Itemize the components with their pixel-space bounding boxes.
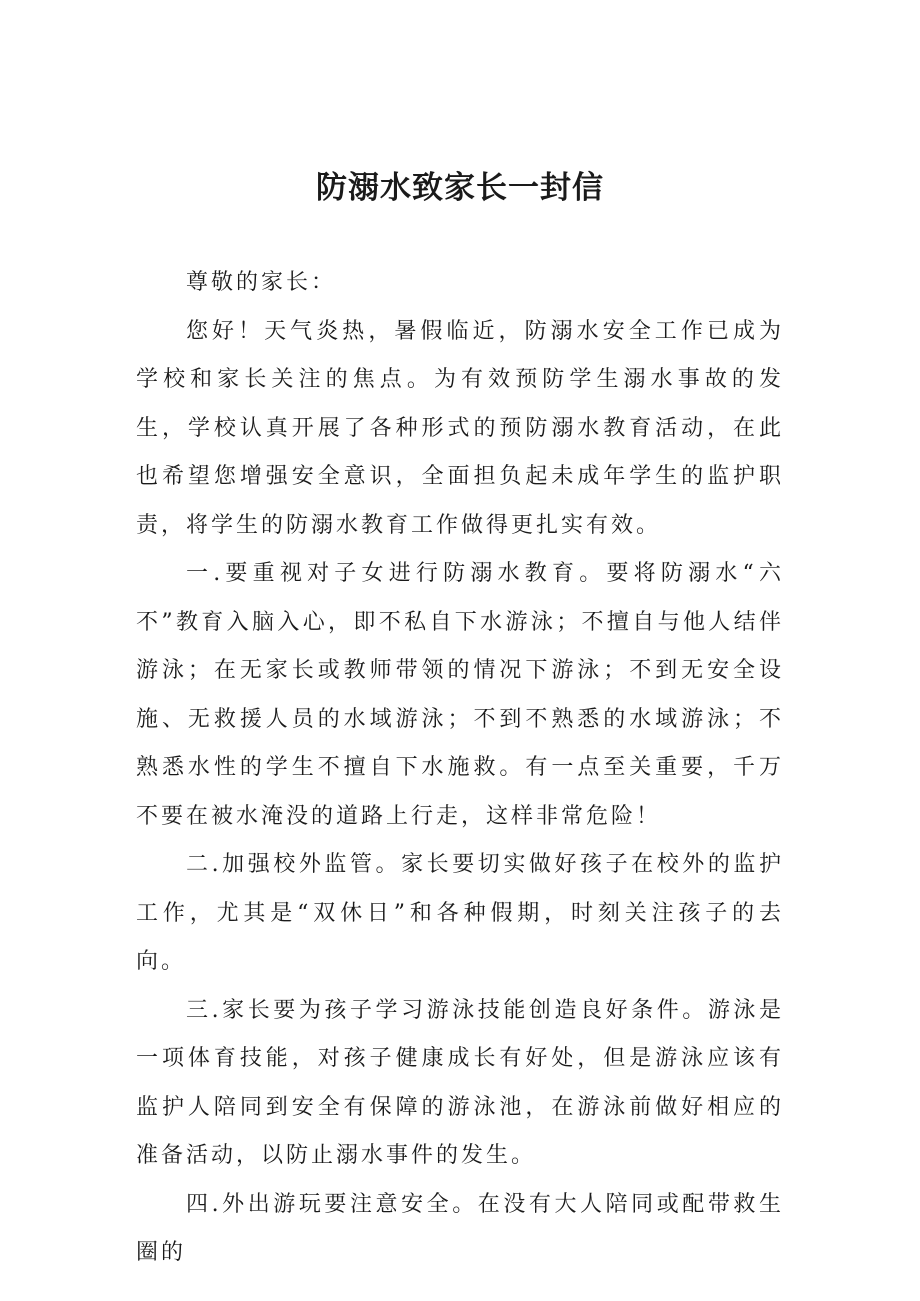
paragraph-item-1: 一.要重视对子女进行防溺水教育。要将防溺水“六不”教育入脑入心，即不私自下水游泳；不擅自与他人结伴游泳；在无家长或教师带领的情况下游泳；不到无安全设施、无救援人员的水域游泳；不到不熟悉的水域游泳；不熟悉水性的学生不擅自下水施救。有一点至关重要，千万不要在被水淹没的道路上行走，这样非常危险！ <box>136 561 784 829</box>
paragraph-item-2: 二.加强校外监管。家长要切实做好孩子在校外的监护工作，尤其是“双休日”和各种假期，时刻关注孩子的去向。 <box>136 852 784 974</box>
letter-body <box>136 259 784 1278</box>
salutation: 尊敬的家长： <box>186 270 337 295</box>
paragraph-item-3: 三.家长要为孩子学习游泳技能创造良好条件。游泳是一项体育技能，对孩子健康成长有好处，但是游泳应该有监护人陪同到安全有保障的游泳池，在游泳前做好相应的准备活动，以防止溺水事件的发生。 <box>136 997 784 1168</box>
paragraph-item-4: 四.外出游玩要注意安全。在没有大人陪同或配带救生圈的 <box>136 1191 784 1265</box>
document-title: 防溺水致家长一封信 <box>316 170 604 206</box>
paragraph-greeting: 您好！天气炎热，暑假临近，防溺水安全工作已成为学校和家长关注的焦点。为有效预防学生溺水事故的发生，学校认真开展了各种形式的预防溺水教育活动，在此也希望您增强安全意识，全面担负起未成年学生的监护职责，将学生的防溺水教育工作做得更扎实有效。 <box>136 318 784 538</box>
